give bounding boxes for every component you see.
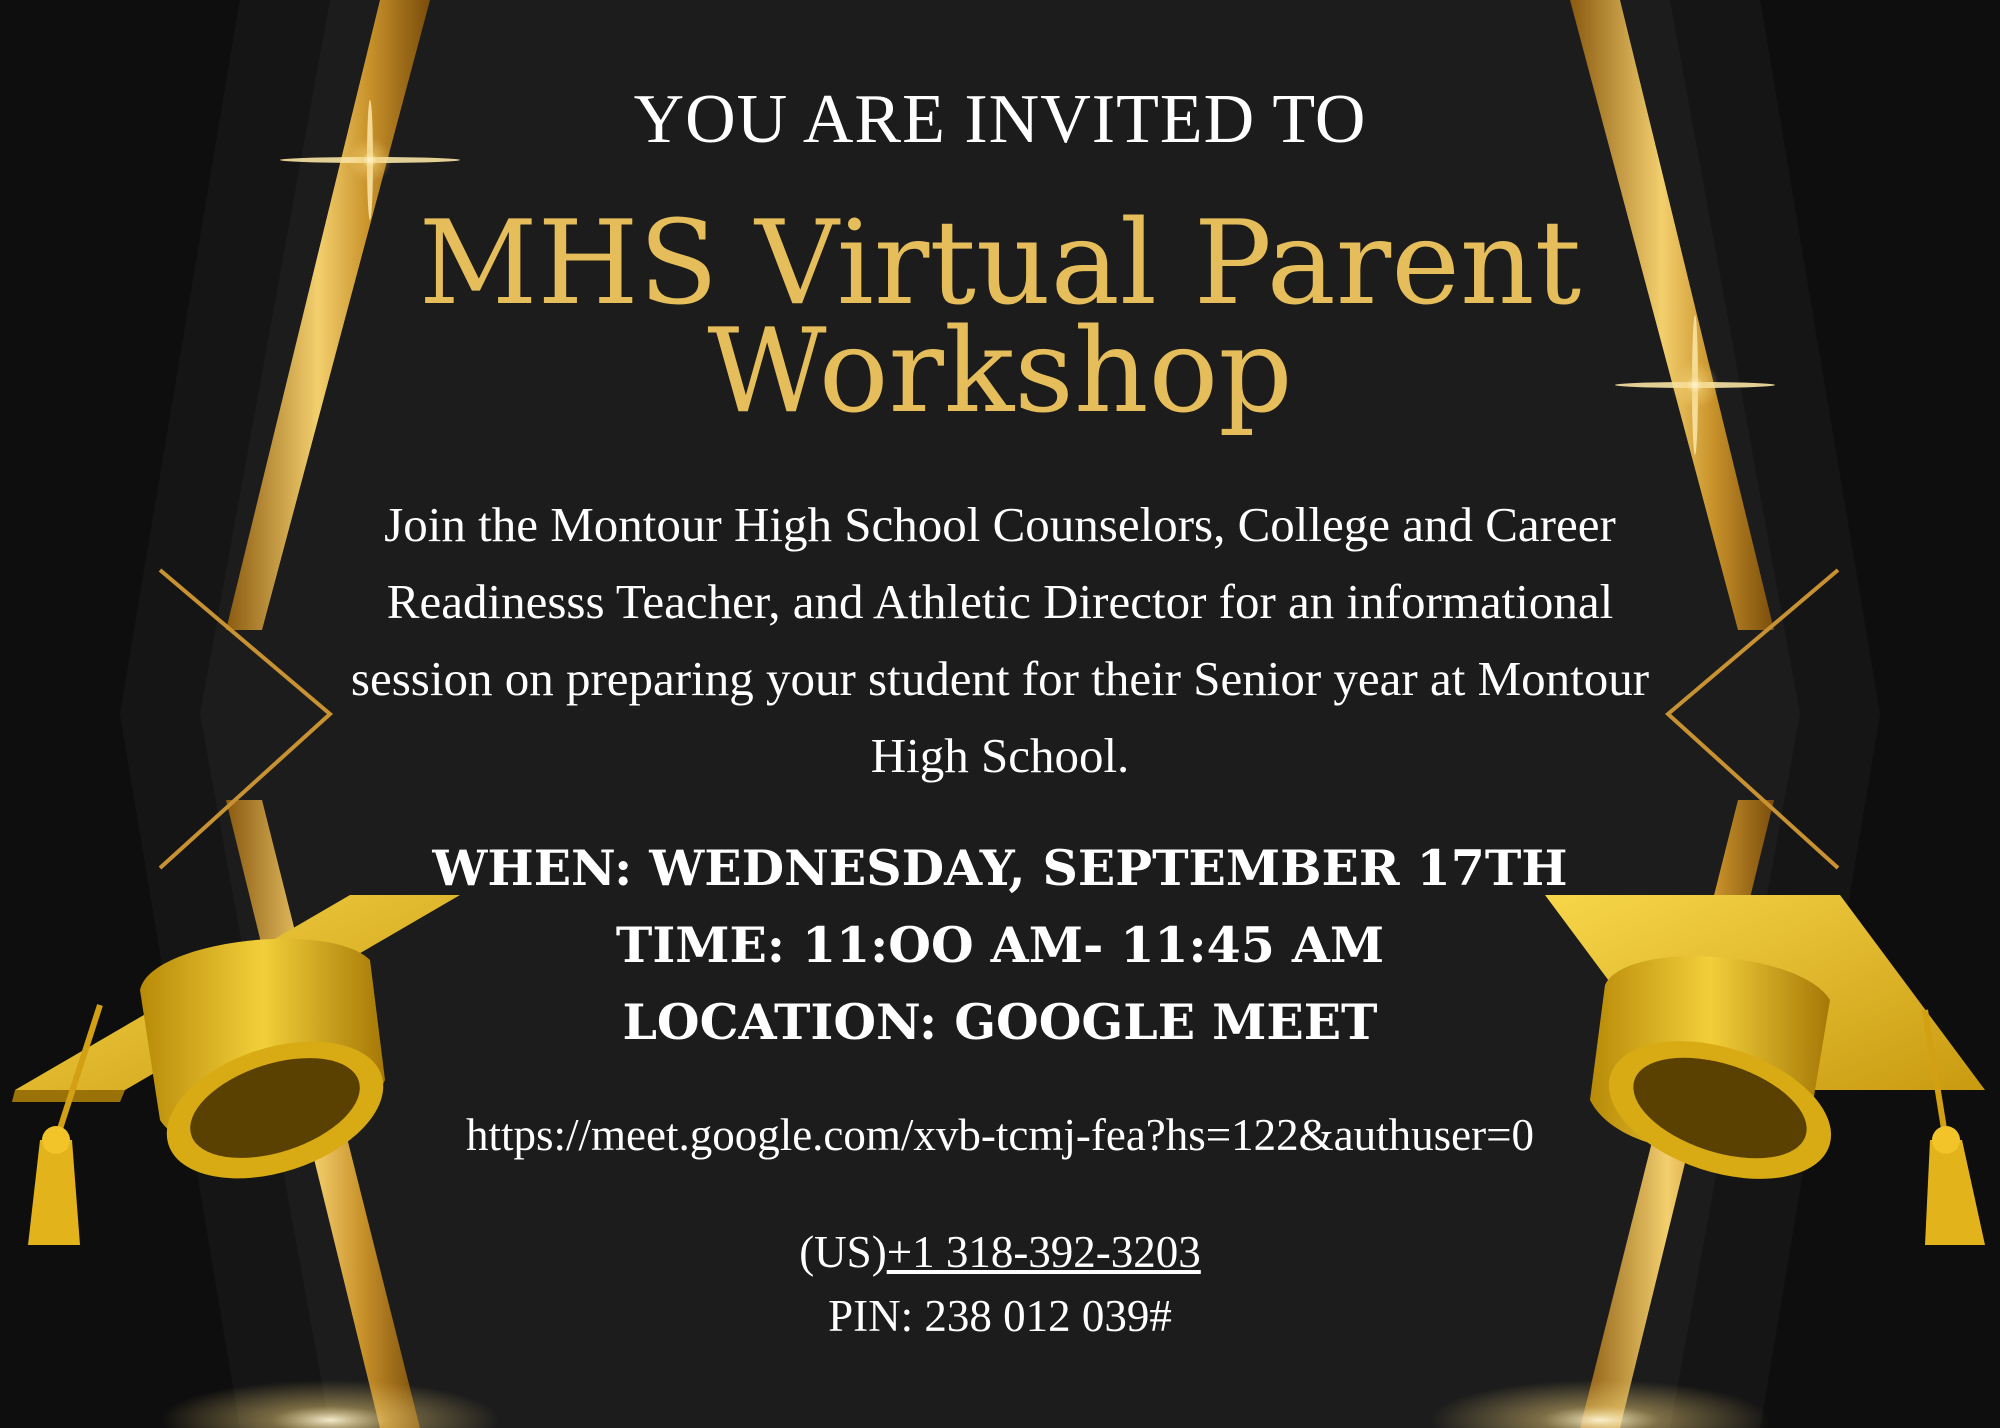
event-description: Join the Montour High School Counselors, College and Career Readinesss Teacher, and Athletic Director for an informational session on preparing your student for their Senior year at Montour High School. bbox=[350, 497, 1650, 783]
event-when: WHEN: WEDNESDAY, SEPTEMBER 17TH bbox=[432, 839, 1568, 897]
page-title bbox=[300, 196, 1700, 439]
meet-link-row bbox=[300, 1105, 1700, 1165]
invited-heading: YOU ARE INVITED TO bbox=[633, 81, 1367, 158]
phone-row bbox=[300, 1220, 1700, 1284]
event-time: TIME: 11:OO AM- 11:45 AM bbox=[615, 916, 1385, 974]
phone-link[interactable]: +1 318-392-3203 bbox=[886, 1227, 1201, 1277]
meeting-pin: PIN: 238 012 039# bbox=[828, 1291, 1172, 1341]
phone-prefix: (US) bbox=[799, 1227, 887, 1277]
title-line-2: Workshop bbox=[707, 304, 1293, 439]
event-details bbox=[300, 830, 1700, 1061]
dial-in-info bbox=[300, 1220, 1700, 1348]
meet-link[interactable]: https://meet.google.com/xvb-tcmj-fea?hs=122&authuser=0 bbox=[465, 1110, 1534, 1160]
title-line-1: MHS Virtual Parent bbox=[418, 196, 1582, 331]
event-location: LOCATION: GOOGLE MEET bbox=[622, 993, 1378, 1051]
